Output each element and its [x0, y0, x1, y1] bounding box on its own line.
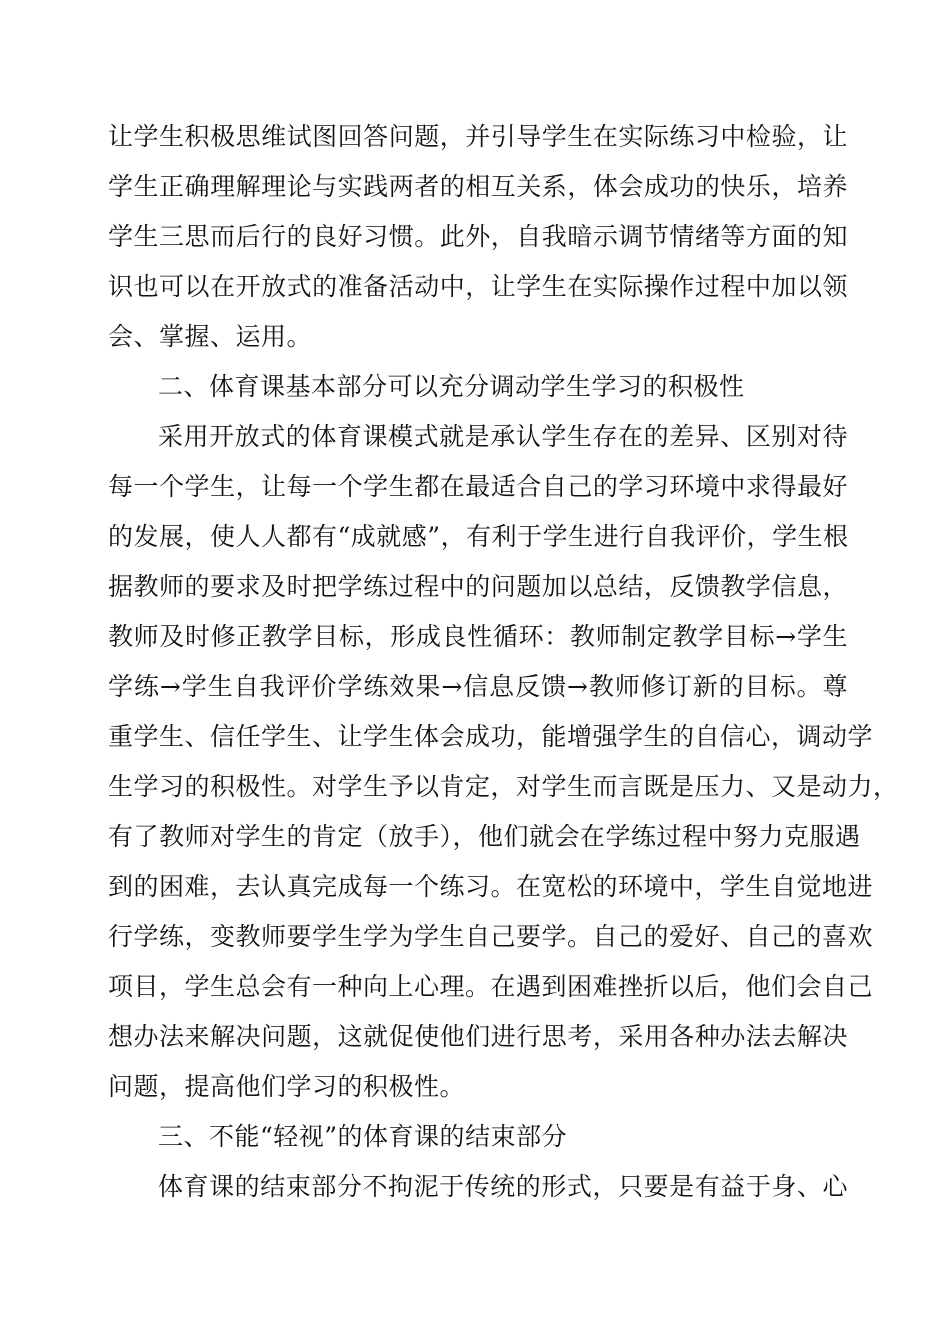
paragraph-line: 学生三思而后行的良好习惯。此外，自我暗示调节情绪等方面的知	[108, 222, 848, 251]
paragraph-line: 据教师的要求及时把学练过程中的问题加以总结，反馈教学信息，	[108, 572, 848, 601]
paragraph-line: 采用开放式的体育课模式就是承认学生存在的差异、区别对待	[158, 422, 848, 451]
paragraph-line: 重学生、信任学生、让学生体会成功，能增强学生的自信心，调动学	[108, 722, 874, 751]
paragraph-line: 想办法来解决问题，这就促使他们进行思考，采用各种办法去解决	[108, 1022, 848, 1051]
paragraph-line: 体育课的结束部分不拘泥于传统的形式，只要是有益于身、心	[158, 1172, 848, 1201]
paragraph-line: 问题，提高他们学习的积极性。	[108, 1072, 466, 1101]
paragraph-line: 项目，学生总会有一种向上心理。在遇到困难挫折以后，他们会自己	[108, 972, 874, 1001]
paragraph-line: 让学生积极思维试图回答问题，并引导学生在实际练习中检验，让	[108, 122, 848, 151]
paragraph-line: 到的困难，去认真完成每一个练习。在宽松的环境中，学生自觉地进	[108, 872, 874, 901]
paragraph-line: 学生正确理解理论与实践两者的相互关系，体会成功的快乐，培养	[108, 172, 848, 201]
paragraph-line: 识也可以在开放式的准备活动中，让学生在实际操作过程中加以领	[108, 272, 848, 301]
paragraph-line: 教师及时修正教学目标，形成良性循环：教师制定教学目标→学生	[108, 622, 848, 651]
paragraph-line: 学练→学生自我评价学练效果→信息反馈→教师修订新的目标。尊	[108, 672, 848, 701]
paragraph-line: 会、掌握、运用。	[108, 322, 313, 351]
paragraph-line: 生学习的积极性。对学生予以肯定，对学生而言既是压力、又是动力，	[108, 772, 899, 801]
paragraph-line: 的发展，使人人都有“成就感”，有利于学生进行自我评价，学生根	[108, 522, 849, 551]
paragraph-line: 行学练，变教师要学生学为学生自己要学。自己的爱好、自己的喜欢	[108, 922, 874, 951]
section-heading: 三、不能“轻视”的体育课的结束部分	[158, 1122, 568, 1151]
paragraph-line: 每一个学生，让每一个学生都在最适合自己的学习环境中求得最好	[108, 472, 848, 501]
section-heading: 二、体育课基本部分可以充分调动学生学习的积极性	[158, 372, 745, 401]
paragraph-line: 有了教师对学生的肯定（放手），他们就会在学练过程中努力克服遇	[108, 822, 861, 851]
